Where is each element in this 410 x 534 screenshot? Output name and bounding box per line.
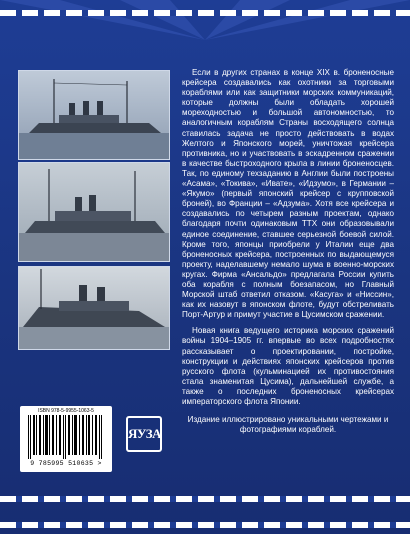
paragraph-intro: Если в других странах в конце XIX в. броненосные крейсера создавались как охотники за торговыми кораблями или как защитники морских коммуникаций, которые должны были обладать хорошей мореходностью и большой автономностью, то аналогичным кораблям Страны восходящего солнца ставилась задача не просто действовать в водах Желтого и Японского морей, уничтожая крейсера противника, но и участвовать в эскадренном сражении в качестве быстроходного крыла в линии броненосцев. Так, по единому техзаданию в Англии были построены «Асама», «Токива», «Ивате», «Идзумо», в Германии – «Якумо» (первый японский крейсер с крупповской броней), во Франции – «Адзума». Хотя все крейсера и создавались по четырем разным проектам, однако благодаря почти одинаковым ТТХ они образовывали единое соединение, ставшее серьезной боевой силой. Кроме того, японцы приобрели у Италии еще два броненосных крейсера, построенных по выдающемуся проекту, наделавшему немало шума в военно-морских кругах. Фирма «Ансальдо» предлагала России купить оба корабля с полным боезапасом, но Главный Морской штаб ответил отказом. «Касуга» и «Ниссин», как их назовут в японском флоте, будут обстреливать Порт-Артур и примут участие в Цусимском сражении.	[182, 68, 394, 320]
rising-sun-rays-decoration	[0, 0, 410, 40]
ship-photo-2-image	[19, 163, 169, 261]
ship-photo-2	[18, 162, 170, 262]
ship-photo-1-image	[19, 71, 169, 159]
ship-photo-3-image	[19, 267, 169, 349]
isbn-label: ISBN 978-5-9955-1063-5	[38, 408, 94, 414]
bottom-stripe-band-1	[0, 496, 410, 502]
bottom-stripe-band-2	[0, 522, 410, 528]
annotation-text	[182, 68, 394, 435]
top-stripe-band	[0, 10, 410, 16]
paragraph-book-description: Новая книга ведущего историка морских сражений войны 1904–1905 гг. впервые во всех подробностях рассказывает о проектировании, постройке, конструкции и действиях японских крейсеров против русского флота (кульминацией их противостояния стала знаменитая Цусима), дальнейшей службе, а также о последних броненосных крейсерах императорского флота Японии.	[182, 326, 394, 406]
barcode-icon	[26, 415, 106, 459]
ship-photo-3	[18, 266, 170, 350]
barcode-panel	[20, 406, 112, 472]
publisher-logo: ЯУЗА	[126, 416, 162, 452]
paragraph-illustrations-note: Издание иллюстрировано уникальными чертежами и фотографиями кораблей.	[187, 415, 389, 435]
barcode-digits: 9 785995 510635 >	[30, 460, 102, 467]
ship-photo-1	[18, 70, 170, 160]
